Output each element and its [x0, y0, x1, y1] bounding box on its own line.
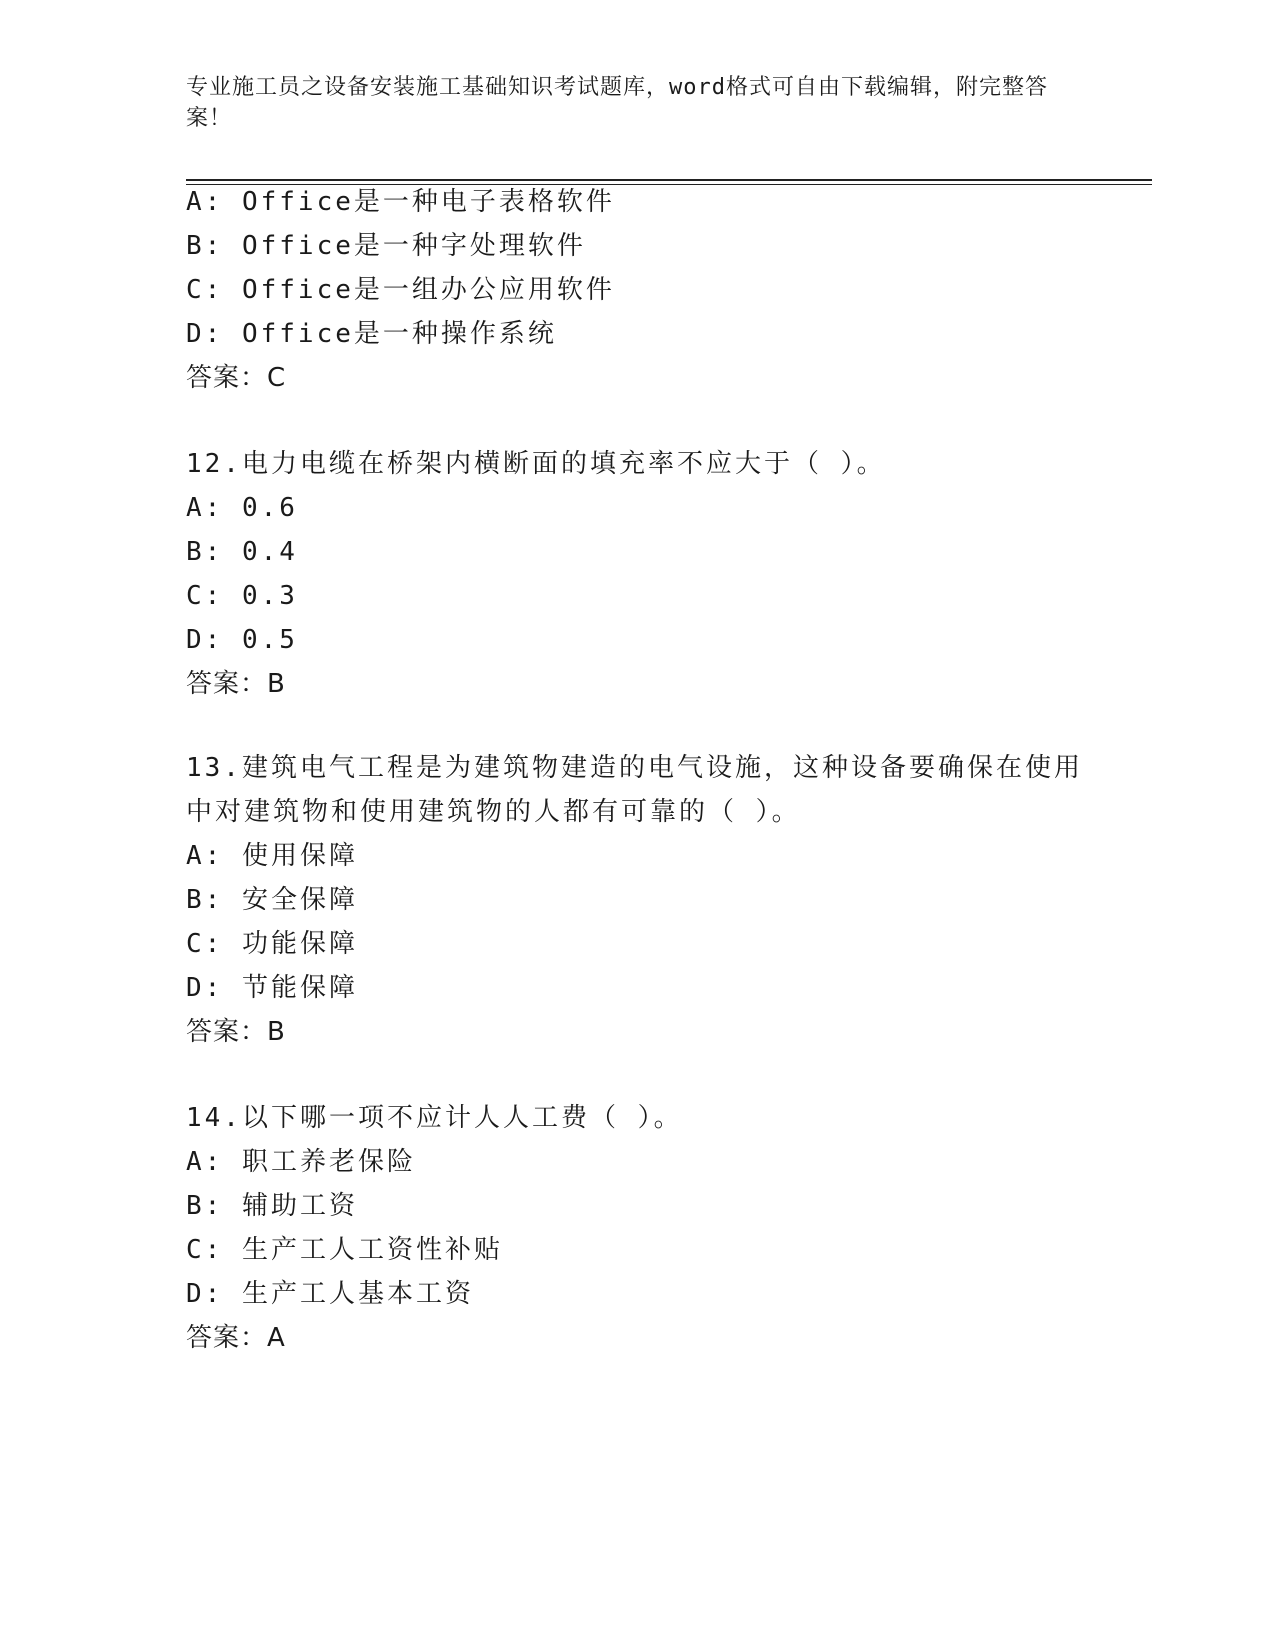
- q13-question-line1: 13.建筑电气工程是为建筑物建造的电气设施，这种设备要确保在使用: [186, 753, 1083, 783]
- q12-option-b: B: 0.4: [186, 537, 298, 567]
- q14-option-c: C: 生产工人工资性补贴: [186, 1235, 503, 1265]
- q11-option-a: A: Office是一种电子表格软件: [186, 187, 615, 217]
- q11-option-c: C: Office是一组办公应用软件: [186, 275, 615, 305]
- q14-option-b: B: 辅助工资: [186, 1191, 358, 1221]
- q13-option-a: A: 使用保障: [186, 841, 358, 871]
- q12-option-c: C: 0.3: [186, 581, 298, 611]
- q11-option-b: B: Office是一种字处理软件: [186, 231, 586, 261]
- q12-option-d: D: 0.5: [186, 625, 298, 655]
- document-header: 专业施工员之设备安装施工基础知识考试题库，word格式可自由下载编辑，附完整答案！: [186, 75, 1048, 131]
- header-divider-thin: [186, 184, 1152, 185]
- q12-option-a: A: 0.6: [186, 493, 298, 523]
- header-divider-thick: [186, 179, 1152, 181]
- q14-option-a: A: 职工养老保险: [186, 1147, 416, 1177]
- q13-option-c: C: 功能保障: [186, 929, 358, 959]
- q13-answer: 答案：B: [186, 1017, 286, 1047]
- q13-option-d: D: 节能保障: [186, 973, 358, 1003]
- q12-question: 12.电力电缆在桥架内横断面的填充率不应大于（ ）。: [186, 449, 886, 479]
- q14-option-d: D: 生产工人基本工资: [186, 1279, 474, 1309]
- q14-question: 14.以下哪一项不应计人人工费（ ）。: [186, 1103, 683, 1133]
- q14-answer: 答案：A: [186, 1323, 286, 1353]
- q11-answer: 答案：C: [186, 363, 287, 393]
- q13-option-b: B: 安全保障: [186, 885, 358, 915]
- q13-question-line2: 中对建筑物和使用建筑物的人都有可靠的（ ）。: [186, 797, 801, 827]
- q11-option-d: D: Office是一种操作系统: [186, 319, 557, 349]
- q12-answer: 答案：B: [186, 669, 286, 699]
